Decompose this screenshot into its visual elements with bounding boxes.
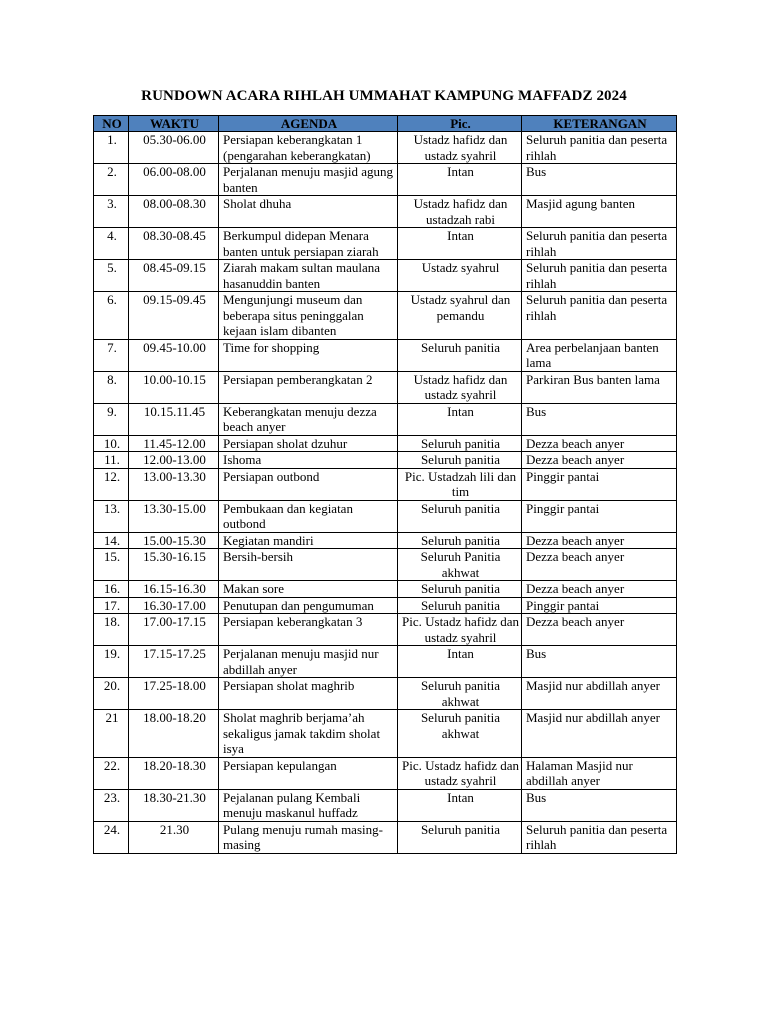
cell-pic: Ustadz syahrul — [398, 260, 522, 292]
header-no: NO — [94, 116, 129, 132]
cell-waktu: 13.30-15.00 — [129, 500, 219, 532]
cell-no: 18. — [94, 614, 129, 646]
cell-pic: Seluruh panitia akhwat — [398, 710, 522, 758]
cell-agenda: Pulang menuju rumah masing-masing — [219, 821, 398, 853]
cell-waktu: 08.30-08.45 — [129, 228, 219, 260]
table-row — [94, 339, 677, 371]
cell-pic: Seluruh panitia — [398, 452, 522, 469]
cell-waktu: 21.30 — [129, 821, 219, 853]
table-row — [94, 164, 677, 196]
table-row — [94, 581, 677, 598]
cell-no: 9. — [94, 403, 129, 435]
cell-waktu: 08.00-08.30 — [129, 196, 219, 228]
cell-keterangan: Masjid nur abdillah anyer — [522, 678, 677, 710]
cell-agenda: Sholat dhuha — [219, 196, 398, 228]
cell-agenda: Persiapan sholat dzuhur — [219, 435, 398, 452]
table-row — [94, 500, 677, 532]
cell-pic: Seluruh panitia — [398, 339, 522, 371]
cell-waktu: 17.25-18.00 — [129, 678, 219, 710]
cell-pic: Seluruh panitia — [398, 581, 522, 598]
cell-agenda: Keberangkatan menuju dezza beach anyer — [219, 403, 398, 435]
cell-agenda: Persiapan keberangkatan 1 (pengarahan keberangkatan) — [219, 132, 398, 164]
cell-pic: Intan — [398, 228, 522, 260]
cell-pic: Intan — [398, 403, 522, 435]
cell-keterangan: Halaman Masjid nur abdillah anyer — [522, 757, 677, 789]
cell-keterangan: Dezza beach anyer — [522, 452, 677, 469]
cell-no: 17. — [94, 597, 129, 614]
cell-waktu: 18.00-18.20 — [129, 710, 219, 758]
cell-keterangan: Masjid agung banten — [522, 196, 677, 228]
cell-pic: Pic. Ustadz hafidz dan ustadz syahril — [398, 614, 522, 646]
cell-waktu: 06.00-08.00 — [129, 164, 219, 196]
cell-no: 1. — [94, 132, 129, 164]
cell-agenda: Persiapan outbond — [219, 468, 398, 500]
table-row — [94, 196, 677, 228]
cell-no: 3. — [94, 196, 129, 228]
cell-keterangan: Area perbelanjaan banten lama — [522, 339, 677, 371]
table-body — [94, 132, 677, 854]
table-row — [94, 597, 677, 614]
cell-pic: Intan — [398, 646, 522, 678]
cell-waktu: 09.45-10.00 — [129, 339, 219, 371]
cell-agenda: Perjalanan menuju masjid agung banten — [219, 164, 398, 196]
cell-keterangan: Dezza beach anyer — [522, 614, 677, 646]
cell-pic: Intan — [398, 789, 522, 821]
table-row — [94, 614, 677, 646]
cell-agenda: Bersih-bersih — [219, 549, 398, 581]
cell-no: 14. — [94, 532, 129, 549]
cell-agenda: Kegiatan mandiri — [219, 532, 398, 549]
cell-agenda: Persiapan keberangkatan 3 — [219, 614, 398, 646]
table-header-row — [94, 116, 677, 132]
cell-keterangan: Dezza beach anyer — [522, 532, 677, 549]
table-row — [94, 292, 677, 340]
cell-agenda: Perjalanan menuju masjid nur abdillah anyer — [219, 646, 398, 678]
cell-waktu: 13.00-13.30 — [129, 468, 219, 500]
cell-keterangan: Seluruh panitia dan peserta rihlah — [522, 228, 677, 260]
cell-pic: Seluruh panitia — [398, 532, 522, 549]
header-keterangan: KETERANGAN — [522, 116, 677, 132]
cell-keterangan: Seluruh panitia dan peserta rihlah — [522, 260, 677, 292]
cell-pic: Ustadz syahrul dan pemandu — [398, 292, 522, 340]
cell-no: 20. — [94, 678, 129, 710]
cell-no: 23. — [94, 789, 129, 821]
cell-agenda: Persiapan kepulangan — [219, 757, 398, 789]
cell-no: 2. — [94, 164, 129, 196]
cell-pic: Seluruh Panitia akhwat — [398, 549, 522, 581]
cell-keterangan: Bus — [522, 646, 677, 678]
cell-keterangan: Seluruh panitia dan peserta rihlah — [522, 292, 677, 340]
cell-waktu: 16.30-17.00 — [129, 597, 219, 614]
cell-waktu: 05.30-06.00 — [129, 132, 219, 164]
cell-waktu: 10.00-10.15 — [129, 371, 219, 403]
cell-waktu: 18.20-18.30 — [129, 757, 219, 789]
table-row — [94, 435, 677, 452]
cell-pic: Intan — [398, 164, 522, 196]
cell-waktu: 15.00-15.30 — [129, 532, 219, 549]
table-row — [94, 132, 677, 164]
table-row — [94, 260, 677, 292]
cell-agenda: Time for shopping — [219, 339, 398, 371]
cell-keterangan: Dezza beach anyer — [522, 581, 677, 598]
cell-keterangan: Seluruh panitia dan peserta rihlah — [522, 132, 677, 164]
cell-agenda: Penutupan dan pengumuman — [219, 597, 398, 614]
table-row — [94, 468, 677, 500]
cell-keterangan: Bus — [522, 164, 677, 196]
cell-agenda: Ziarah makam sultan maulana hasanuddin banten — [219, 260, 398, 292]
cell-agenda: Berkumpul didepan Menara banten untuk persiapan ziarah — [219, 228, 398, 260]
cell-agenda: Pejalanan pulang Kembali menuju maskanul huffadz — [219, 789, 398, 821]
table-row — [94, 452, 677, 469]
cell-no: 8. — [94, 371, 129, 403]
cell-keterangan: Pinggir pantai — [522, 468, 677, 500]
table-row — [94, 678, 677, 710]
cell-pic: Seluruh panitia — [398, 435, 522, 452]
rundown-table — [93, 115, 677, 854]
cell-pic: Seluruh panitia — [398, 597, 522, 614]
table-row — [94, 710, 677, 758]
cell-no: 5. — [94, 260, 129, 292]
cell-waktu: 09.15-09.45 — [129, 292, 219, 340]
header-pic: Pic. — [398, 116, 522, 132]
cell-keterangan: Pinggir pantai — [522, 500, 677, 532]
cell-no: 19. — [94, 646, 129, 678]
cell-agenda: Persiapan pemberangkatan 2 — [219, 371, 398, 403]
cell-pic: Seluruh panitia akhwat — [398, 678, 522, 710]
cell-agenda: Persiapan sholat maghrib — [219, 678, 398, 710]
cell-agenda: Mengunjungi museum dan beberapa situs peninggalan kejaan islam dibanten — [219, 292, 398, 340]
cell-pic: Pic. Ustadzah lili dan tim — [398, 468, 522, 500]
cell-no: 10. — [94, 435, 129, 452]
header-waktu: WAKTU — [129, 116, 219, 132]
cell-pic: Seluruh panitia — [398, 500, 522, 532]
table-row — [94, 646, 677, 678]
cell-waktu: 08.45-09.15 — [129, 260, 219, 292]
table-row — [94, 371, 677, 403]
cell-no: 22. — [94, 757, 129, 789]
cell-keterangan: Masjid nur abdillah anyer — [522, 710, 677, 758]
cell-waktu: 18.30-21.30 — [129, 789, 219, 821]
cell-keterangan: Bus — [522, 403, 677, 435]
cell-pic: Seluruh panitia — [398, 821, 522, 853]
cell-no: 4. — [94, 228, 129, 260]
cell-waktu: 12.00-13.00 — [129, 452, 219, 469]
document-title: RUNDOWN ACARA RIHLAH UMMAHAT KAMPUNG MAFFADZ 2024 — [141, 88, 627, 104]
header-agenda: AGENDA — [219, 116, 398, 132]
cell-no: 6. — [94, 292, 129, 340]
cell-waktu: 17.15-17.25 — [129, 646, 219, 678]
cell-no: 16. — [94, 581, 129, 598]
cell-waktu: 11.45-12.00 — [129, 435, 219, 452]
cell-no: 13. — [94, 500, 129, 532]
cell-pic: Ustadz hafidz dan ustadzah rabi — [398, 196, 522, 228]
cell-no: 15. — [94, 549, 129, 581]
cell-agenda: Makan sore — [219, 581, 398, 598]
cell-agenda: Ishoma — [219, 452, 398, 469]
cell-keterangan: Bus — [522, 789, 677, 821]
table-row — [94, 549, 677, 581]
cell-pic: Ustadz hafidz dan ustadz syahril — [398, 132, 522, 164]
cell-pic: Ustadz hafidz dan ustadz syahril — [398, 371, 522, 403]
cell-no: 21 — [94, 710, 129, 758]
cell-agenda: Sholat maghrib berjama’ah sekaligus jamak takdim sholat isya — [219, 710, 398, 758]
cell-waktu: 16.15-16.30 — [129, 581, 219, 598]
cell-no: 12. — [94, 468, 129, 500]
table-row — [94, 403, 677, 435]
cell-keterangan: Parkiran Bus banten lama — [522, 371, 677, 403]
cell-no: 24. — [94, 821, 129, 853]
cell-waktu: 17.00-17.15 — [129, 614, 219, 646]
cell-agenda: Pembukaan dan kegiatan outbond — [219, 500, 398, 532]
cell-no: 7. — [94, 339, 129, 371]
table-row — [94, 789, 677, 821]
table-row — [94, 821, 677, 853]
table-row — [94, 228, 677, 260]
table-row — [94, 532, 677, 549]
cell-keterangan: Dezza beach anyer — [522, 549, 677, 581]
cell-pic: Pic. Ustadz hafidz dan ustadz syahril — [398, 757, 522, 789]
cell-no: 11. — [94, 452, 129, 469]
cell-keterangan: Pinggir pantai — [522, 597, 677, 614]
cell-keterangan: Seluruh panitia dan peserta rihlah — [522, 821, 677, 853]
cell-waktu: 10.15.11.45 — [129, 403, 219, 435]
cell-keterangan: Dezza beach anyer — [522, 435, 677, 452]
cell-waktu: 15.30-16.15 — [129, 549, 219, 581]
table-row — [94, 757, 677, 789]
